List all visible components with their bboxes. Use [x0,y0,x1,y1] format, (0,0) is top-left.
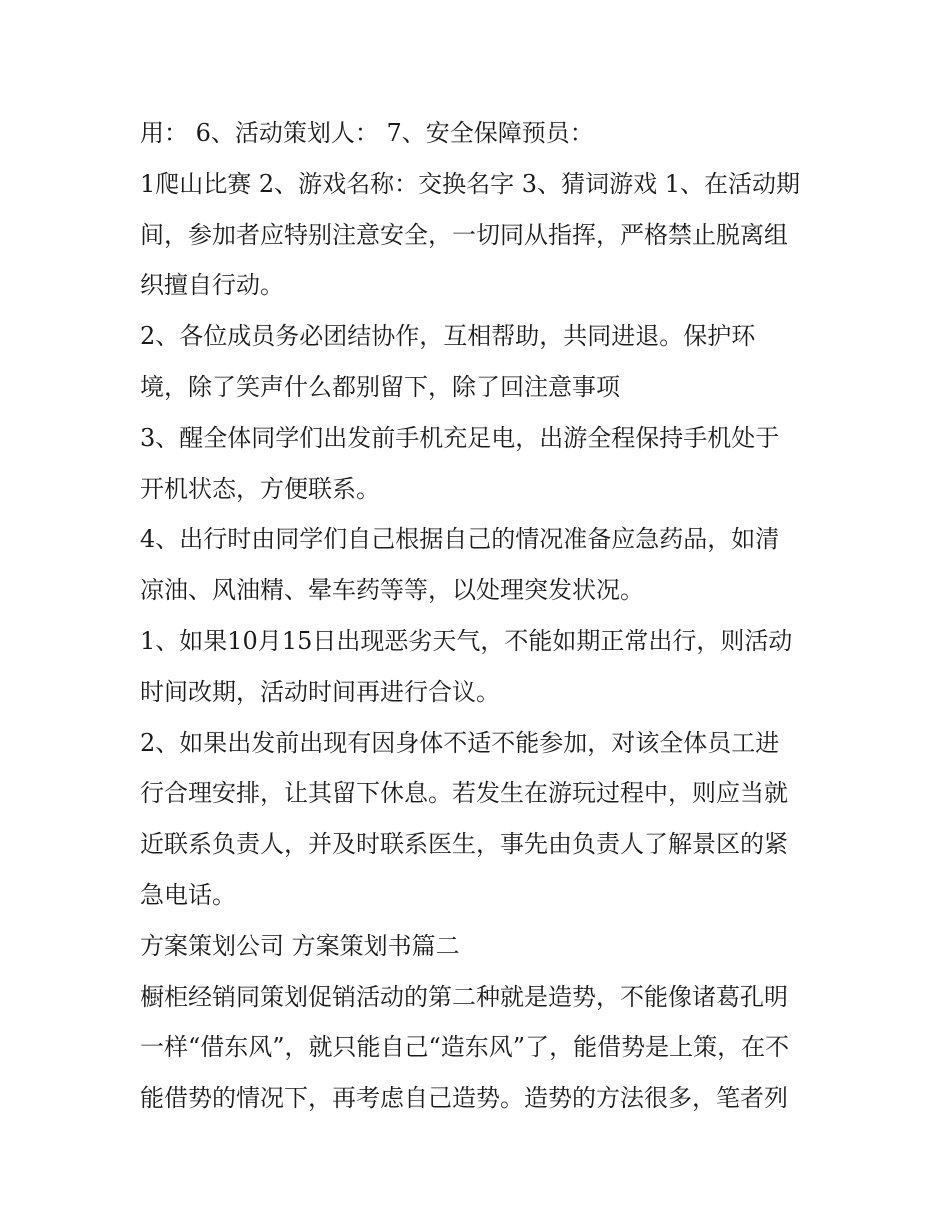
text-line: 3、醒全体同学们出发前手机充足电，出游全程保持手机处于 [140,423,780,452]
text-line: 开机状态，方便联系。 [140,474,380,503]
text-line: 1爬山比赛 2、游戏名称：交换名字 3、猜词游戏 1、在活动期 [140,169,800,198]
text-line: 2、各位成员务必团结协作，互相帮助，共同进退。保护环 [140,322,756,351]
text-line: 2、如果出发前出现有因身体不适不能参加，对该全体员工进 [140,728,780,757]
text-line: 橱柜经销同策划促销活动的第二种就是造势，不能像诸葛孔明 [140,982,788,1011]
text-line: 织擅自行动。 [140,271,284,300]
text-line: 用： 6、活动策划人： 7、安全保障预员： [140,119,594,147]
text-line: 境，除了笑声什么都别留下，除了回注意事项 [140,372,620,401]
text-line: 时间改期，活动时间再进行合议。 [140,677,500,706]
text-line: 急电话。 [140,880,236,909]
document-page [140,108,820,1124]
text-line: 能借势的情况下，再考虑自己造势。造势的方法很多，笔者列 [140,1084,788,1113]
text-line: 间，参加者应特别注意安全，一切同从指挥，严格禁止脱离组 [140,220,788,249]
text-line: 1、如果10月15日出现恶劣天气，不能如期正常出行，则活动 [140,626,793,655]
text-line: 行合理安排，让其留下休息。若发生在游玩过程中，则应当就 [140,779,788,808]
section-heading: 方案策划公司 方案策划书篇二 [140,931,460,960]
text-line: 一样“借东风”，就只能自己“造东风”了，能借势是上策，在不 [140,1033,790,1062]
text-line: 近联系负责人，并及时联系医生，事先由负责人了解景区的紧 [140,830,788,859]
text-line: 4、出行时由同学们自己根据自己的情况准备应急药品，如清 [140,525,780,554]
text-line: 凉油、风油精、晕车药等等，以处理突发状况。 [140,576,644,605]
